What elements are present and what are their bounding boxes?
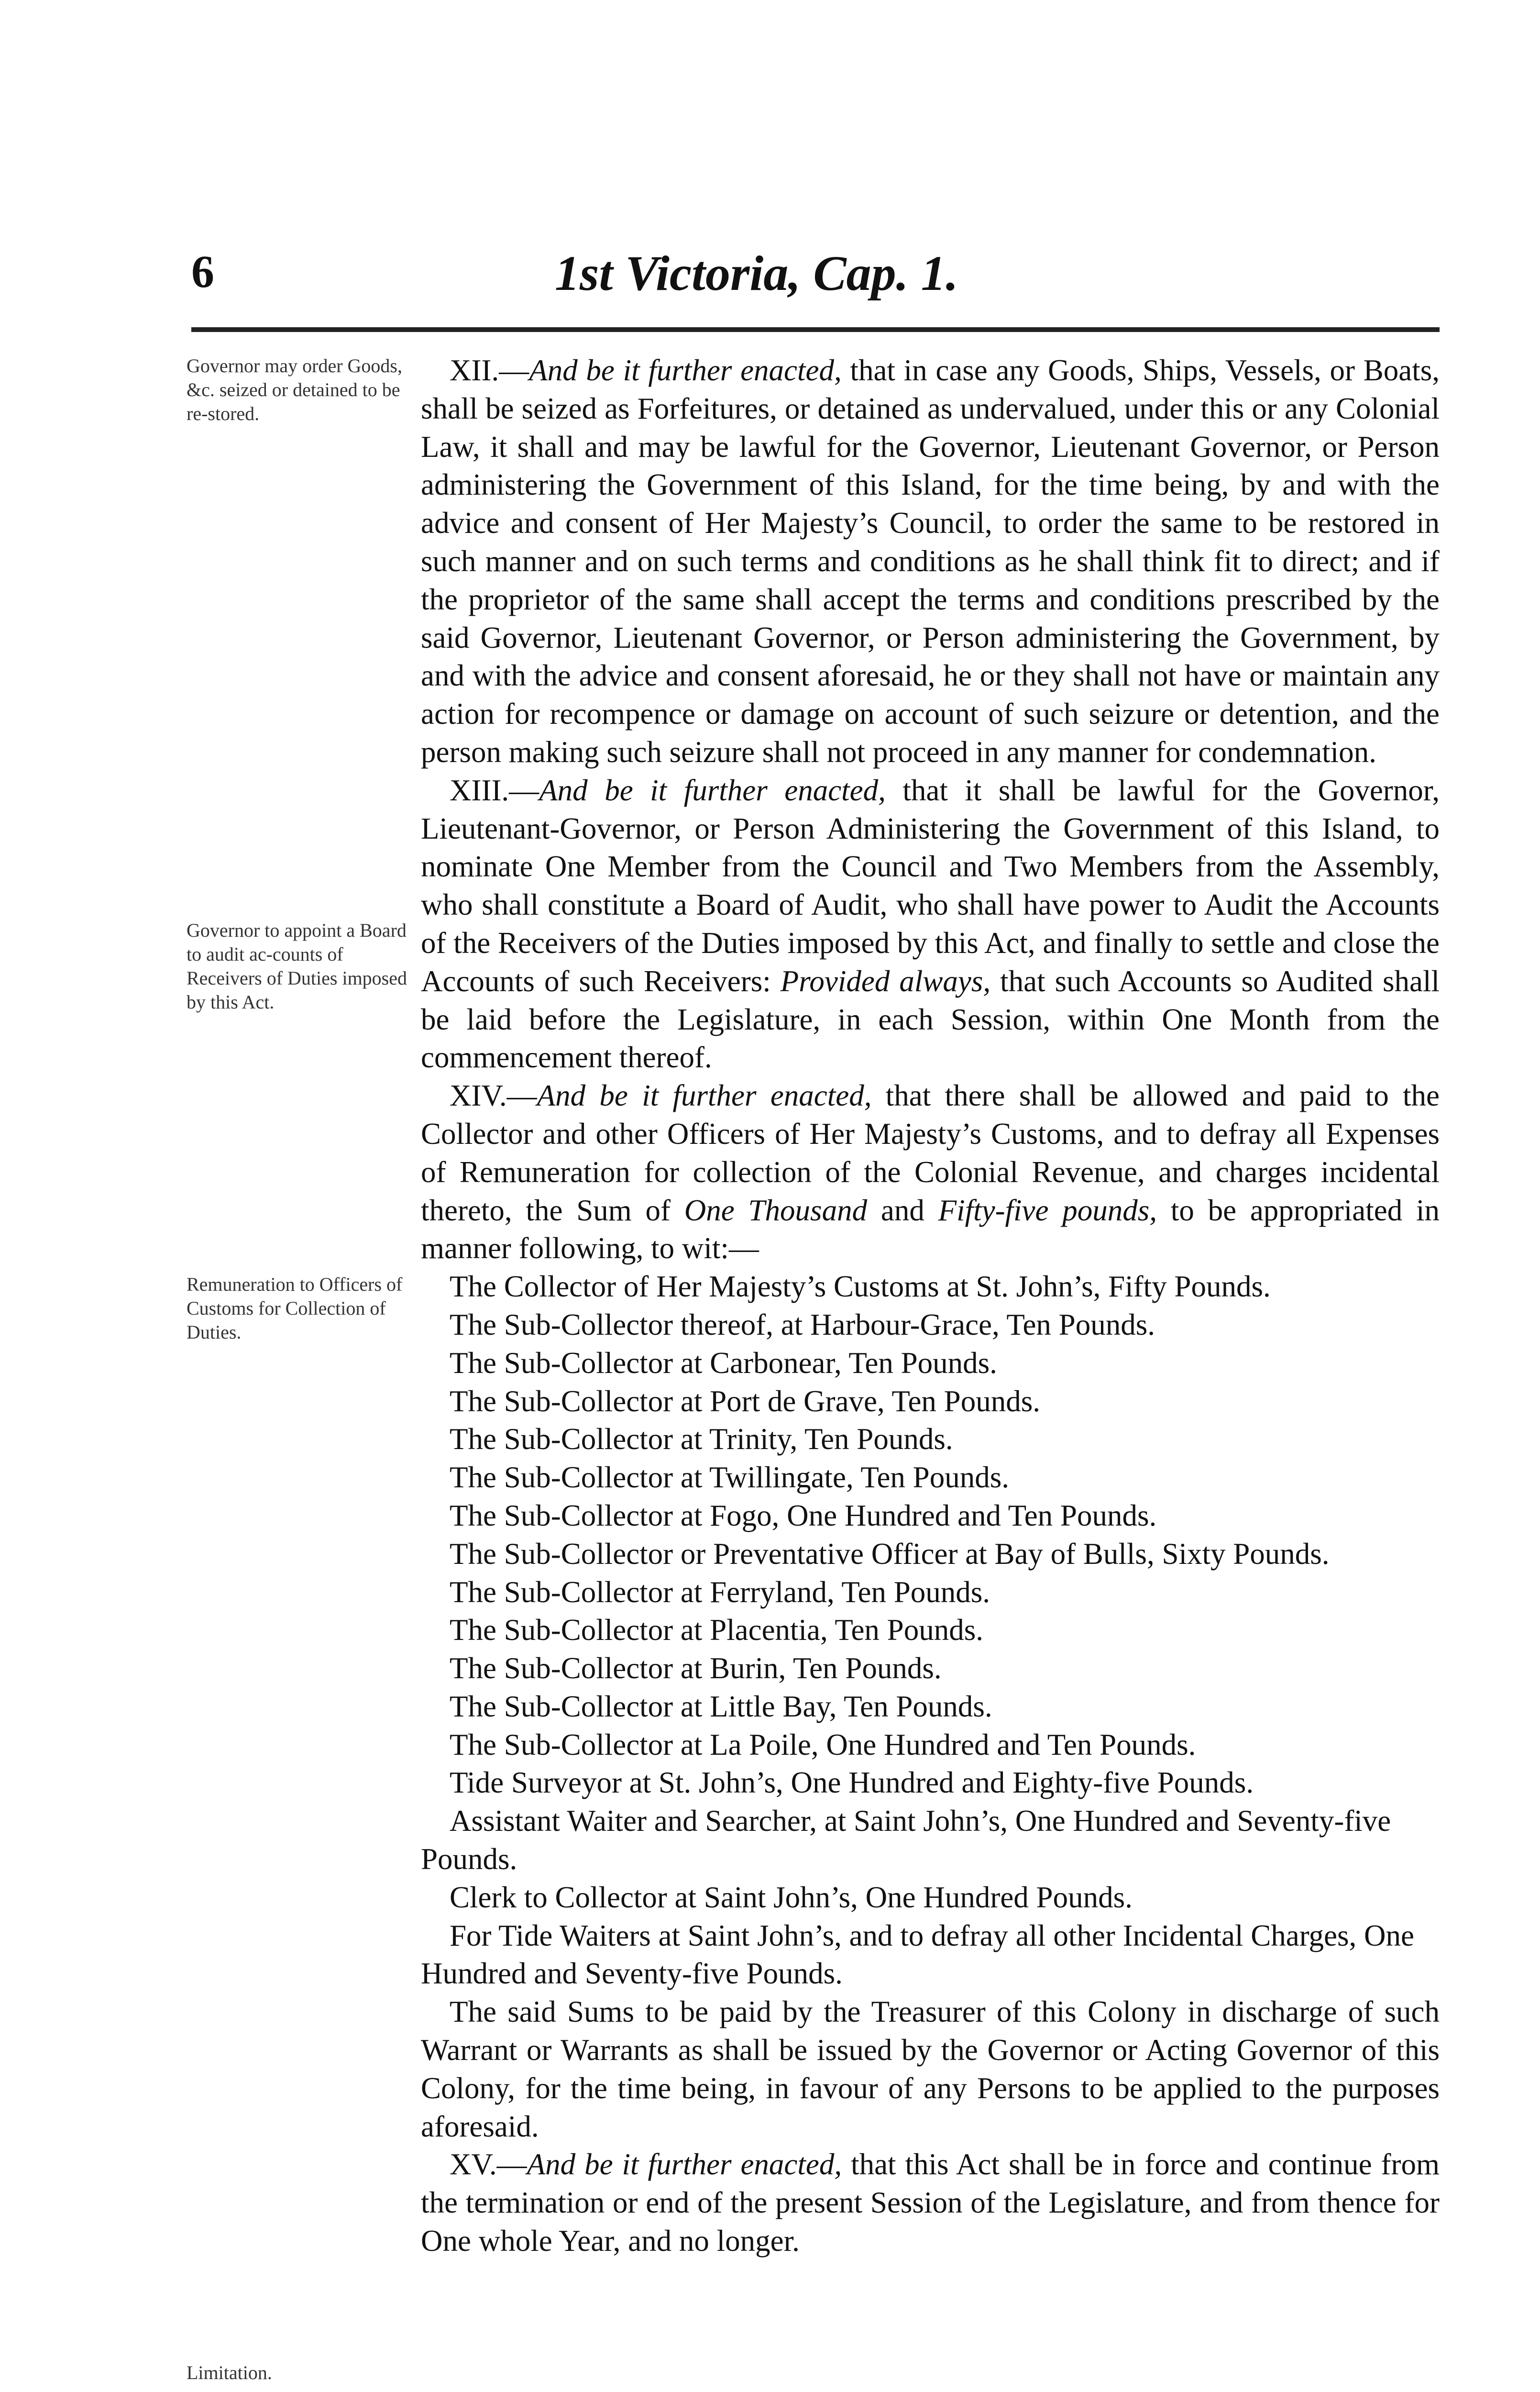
section-xiv <box>421 1077 1440 1268</box>
allowance-item: The Sub-Collector at Ferryland, Ten Pounds. <box>450 1575 990 1609</box>
margin-note-restore-goods: Governor may order Goods, &c. seized or detained to be re-stored. <box>187 355 402 424</box>
section-text: that such Accounts so Audited shall be laid before the Legislature, in each Session, within One Month from the commencement thereof. <box>421 964 1440 1074</box>
enacting-clause: And be it further enacted, <box>537 1079 872 1113</box>
allowance-item: The Sub-Collector at Placentia, Ten Pounds. <box>450 1613 983 1647</box>
allowance-item: Tide Surveyor at St. John’s, One Hundred and Eighty-five Pounds. <box>450 1766 1254 1800</box>
allowance-item: The Sub-Collector at Carbonear, Ten Pounds. <box>450 1346 997 1380</box>
allowance-item: The Sub-Collector at Port de Grave, Ten Pounds. <box>450 1384 1040 1418</box>
proviso: Provided always, <box>780 964 991 998</box>
header-rule <box>191 327 1440 332</box>
section-number: XV.— <box>450 2148 527 2182</box>
section-text: that it shall be lawful for the Governor, Lieutenant-Governor, or Person Administering the Government of this Island, to nominate One Member from the Council and Two Members from the Assembly, who shall constitute a Board of Audit, who shall have power to Audit the Accounts of the Receivers of the Duties imposed by this Act, and finally to settle and close the Accounts of such Receivers: <box>421 773 1440 998</box>
allowance-item: The Sub-Collector at Fogo, One Hundred and Ten Pounds. <box>450 1498 1157 1532</box>
allowance-item: The Sub-Collector at Trinity, Ten Pounds. <box>450 1422 953 1456</box>
act-body <box>421 352 1440 2260</box>
allowance-item: Assistant Waiter and Searcher, at Saint John’s, One Hundred and Seventy-five Pounds. <box>421 1804 1391 1876</box>
allowance-item: The Sub-Collector thereof, at Harbour-Grace, Ten Pounds. <box>450 1307 1155 1341</box>
section-number: XIII.— <box>450 773 539 807</box>
allowance-item: The Sub-Collector at Twillingate, Ten Pounds. <box>450 1461 1009 1495</box>
running-head: 1st Victoria, Cap. 1. <box>555 246 958 301</box>
section-xii <box>421 352 1440 772</box>
enacting-clause: And be it further enacted, <box>527 2148 842 2182</box>
margin-note-board-of-audit: Governor to appoint a Board to audit ac-counts of Receivers of Duties imposed by this Act. <box>187 919 407 1013</box>
section-text: that there shall be allowed and paid to the Collector and other Officers of Her Majesty’s Customs, and to defray all Expenses of Remuneration for collection of the Colonial Revenue, and charges incidental thereto, the Sum of <box>421 1079 1440 1227</box>
enacting-clause: And be it further enacted, <box>539 773 886 807</box>
allowance-item: Clerk to Collector at Saint John’s, One Hundred Pounds. <box>450 1880 1133 1914</box>
page-number: 6 <box>191 246 214 297</box>
section-number: XIV.— <box>450 1079 537 1113</box>
section-text: that this Act shall be in force and continue from the termination or end of the present Session of the Legislature, and from thence for One whole Year, and no longer. <box>421 2148 1440 2258</box>
allowance-item: The Sub-Collector at Burin, Ten Pounds. <box>450 1651 942 1685</box>
payment-clause: The said Sums to be paid by the Treasurer of this Colony in discharge of such Warrant or Warrants as shall be issued by the Governor or Acting Governor of this Colony, for the time being, in favour of any Persons to be applied to the purposes aforesaid. <box>421 1995 1440 2143</box>
sum-fifty-five: Fifty-five pounds, <box>938 1193 1157 1227</box>
margin-note-limitation: Limitation. <box>187 2362 272 2383</box>
allowance-item: The Sub-Collector at Little Bay, Ten Pounds. <box>450 1689 992 1723</box>
section-text: that in case any Goods, Ships, Vessels, or Boats, shall be seized as Forfeitures, or detained as undervalued, under this or any Colonial Law, it shall and may be lawful for the Governor, Lieutenant Governor, or Person administering the Government of this Island, for the time being, by and with the advice and consent of Her Majesty’s Council, to order the same to be restored in such manner and on such terms and conditions as he shall think fit to direct; and if the proprietor of the same shall accept the terms and conditions prescribed by the said Governor, Lieutenant Governor, or Person administering the Government, by and with the advice and consent aforesaid, he or they shall not have or maintain any action for recompence or damage on account of such seizure or detention, and the person making such seizure shall not proceed in any manner for condemnation. <box>421 354 1440 769</box>
section-number: XII.— <box>450 354 529 387</box>
enacting-clause: And be it further enacted, <box>529 354 842 387</box>
section-text: to be appropriated in manner following, to wit:— <box>421 1193 1440 1265</box>
allowance-item: For Tide Waiters at Saint John’s, and to defray all other Incidental Charges, One Hundred and Seventy-five Pounds. <box>421 1918 1414 1991</box>
allowance-item: The Sub-Collector or Preventative Officer at Bay of Bulls, Sixty Pounds. <box>450 1537 1330 1571</box>
section-xiii <box>421 772 1440 1077</box>
allowance-item: The Collector of Her Majesty’s Customs at St. John’s, Fifty Pounds. <box>450 1270 1271 1304</box>
allowance-item: The Sub-Collector at La Poile, One Hundred and Ten Pounds. <box>450 1728 1196 1761</box>
sum-joiner: and <box>867 1193 938 1227</box>
section-xv <box>421 2146 1440 2260</box>
margin-note-remuneration: Remuneration to Officers of Customs for Collection of Duties. <box>187 1274 403 1343</box>
sum-thousand: One Thousand <box>684 1193 868 1227</box>
